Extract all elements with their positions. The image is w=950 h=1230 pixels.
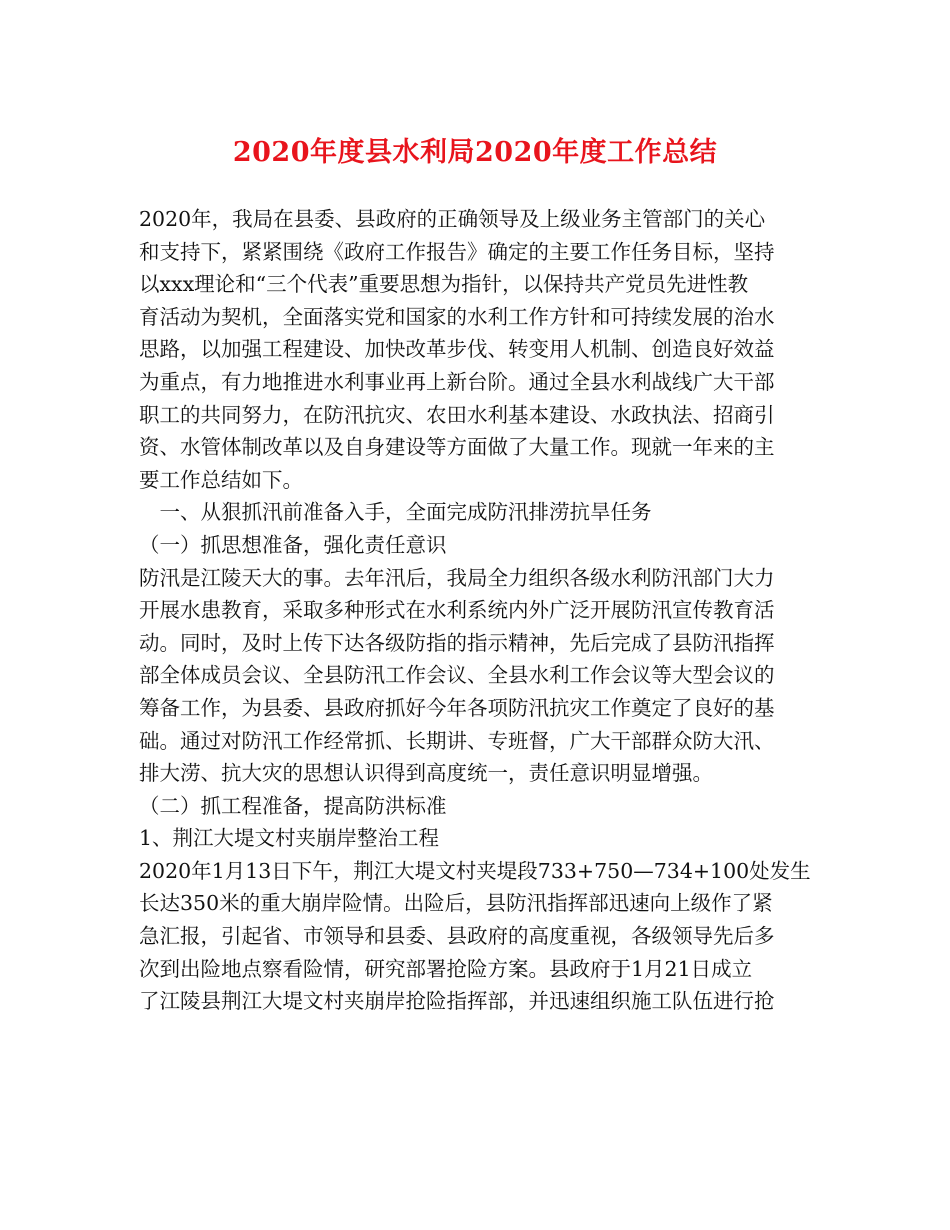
- body-line: 长达350米的重大崩岸险情。出险后，县防汛指挥部迅速向上级作了紧: [139, 891, 773, 916]
- body-line: 思路，以加强工程建设、加快改革步伐、转变用人机制、创造良好效益: [139, 337, 775, 362]
- body-line: 急汇报，引起省、市领导和县委、县政府的高度重视，各级领导先后多: [139, 924, 775, 949]
- subsection-heading: （二）抓工程准备，提高防洪标准: [139, 793, 447, 818]
- document-title: 2020年度县水利局2020年度工作总结: [232, 137, 718, 168]
- subsection-heading: （一）抓思想准备，强化责任意识: [139, 532, 447, 557]
- body-line: 次到出险地点察看险情，研究部署抢险方案。县政府于1月21日成立: [139, 956, 753, 981]
- body-line: 要工作总结如下。: [139, 467, 303, 492]
- body-line: 础。通过对防汛工作经常抓、长期讲、专班督，广大干部群众防大汛、: [139, 728, 775, 753]
- item-heading: 1、荆江大堤文村夹崩岸整治工程: [139, 826, 440, 851]
- body-line: 为重点，有力地推进水利事业再上新台阶。通过全县水利战线广大干部: [139, 369, 775, 394]
- body-line: 防汛是江陵天大的事。去年汛后，我局全力组织各级水利防汛部门大力: [139, 565, 775, 590]
- body-line: 排大涝、抗大灾的思想认识得到高度统一，责任意识明显增强。: [139, 761, 713, 786]
- body-line: 和支持下，紧紧围绕《政府工作报告》确定的主要工作任务目标，坚持: [139, 239, 775, 264]
- body-line: 开展水患教育，采取多种形式在水利系统内外广泛开展防汛宣传教育活: [139, 598, 775, 623]
- body-line: 以xxx理论和“三个代表”重要思想为指针，以保持共产党员先进性教: [139, 272, 749, 297]
- body-line: 部全体成员会议、全县防汛工作会议、全县水利工作会议等大型会议的: [139, 663, 775, 688]
- section-heading: 一、从狠抓汛前准备入手，全面完成防汛排涝抗旱任务: [139, 500, 652, 525]
- body-line: 2020年，我局在县委、县政府的正确领导及上级业务主管部门的关心: [139, 207, 766, 231]
- body-line: 育活动为契机，全面落实党和国家的水利工作方针和可持续发展的治水: [139, 304, 775, 329]
- body-line: 筹备工作，为县委、县政府抓好今年各项防汛抗灾工作奠定了良好的基: [139, 695, 775, 720]
- body-line: 2020年1月13日下午，荆江大堤文村夹堤段733+750—734+100处发生: [139, 858, 811, 883]
- body-line: 了江陵县荆江大堤文村夹崩岸抢险指挥部，并迅速组织施工队伍进行抢: [139, 989, 775, 1014]
- body-line: 职工的共同努力，在防汛抗灾、农田水利基本建设、水政执法、招商引: [139, 402, 775, 427]
- body-line: 动。同时，及时上传下达各级防指的指示精神，先后完成了县防汛指挥: [139, 630, 775, 655]
- body-line: 资、水管体制改革以及自身建设等方面做了大量工作。现就一年来的主: [139, 435, 775, 460]
- document-body: [139, 203, 819, 1018]
